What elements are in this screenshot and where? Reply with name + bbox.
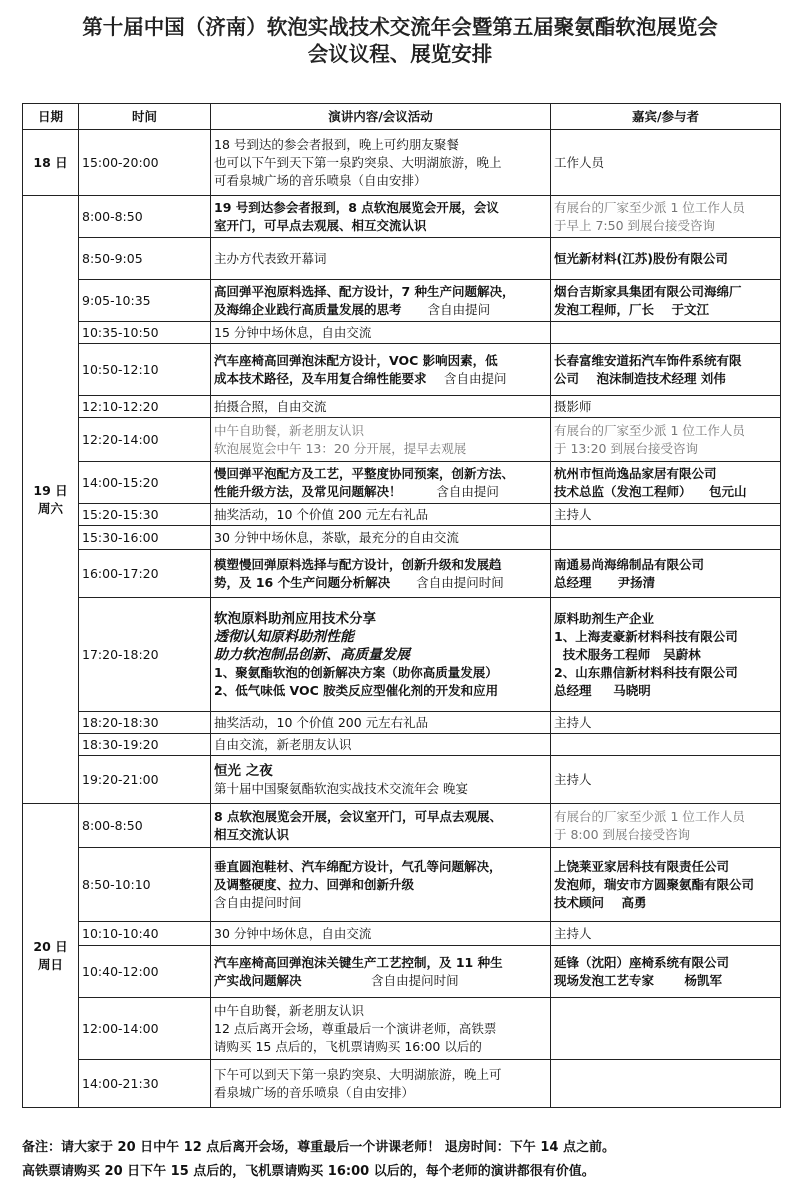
speaker-line: 于 8:00 到展台接受咨询 bbox=[554, 826, 691, 842]
activity-cell bbox=[211, 322, 551, 344]
table-row bbox=[23, 238, 781, 280]
speaker-title: 总经理 bbox=[554, 682, 592, 698]
time-cell: 10:50-12:10 bbox=[79, 344, 211, 396]
time-cell: 17:20-18:20 bbox=[79, 598, 211, 712]
activity-line: 30 分钟中场休息，自由交流 bbox=[214, 925, 372, 941]
speaker-cell bbox=[551, 1060, 781, 1108]
time-cell: 12:20-14:00 bbox=[79, 418, 211, 462]
speaker-name: 于文江 bbox=[671, 301, 709, 317]
time-cell: 8:50-10:10 bbox=[79, 848, 211, 922]
weekday-label: 周日 bbox=[37, 956, 63, 972]
speaker-name: 高勇 bbox=[621, 894, 647, 910]
speaker-name: 吴蔚林 bbox=[663, 646, 701, 662]
activity-line: 抽奖活动，10 个价值 200 元左右礼品 bbox=[214, 506, 429, 522]
time-cell: 15:30-16:00 bbox=[79, 526, 211, 550]
speaker-line: 原料助剂生产企业 bbox=[554, 610, 655, 626]
time-cell: 8:00-8:50 bbox=[79, 196, 211, 238]
activity-cell bbox=[211, 238, 551, 280]
speaker-line: 主持人 bbox=[554, 714, 592, 730]
activity-line: 室开门，可早点去观展、相互交流认识 bbox=[214, 217, 427, 233]
speaker-cell bbox=[551, 196, 781, 238]
speaker-line: 延锋（沈阳）座椅系统有限公司 bbox=[554, 954, 730, 970]
speaker-title: 技术服务工程师 bbox=[562, 646, 651, 662]
speaker-line: 1、上海麦豪新材料科技有限公司 bbox=[554, 628, 738, 644]
speaker-cell bbox=[551, 734, 781, 756]
speaker-cell bbox=[551, 130, 781, 196]
activity-line: 19 号到达参会者报到，8 点软泡展览会开展，会议 bbox=[214, 199, 499, 215]
speaker-cell bbox=[551, 922, 781, 946]
time-cell: 19:20-21:00 bbox=[79, 756, 211, 804]
activity-cell bbox=[211, 804, 551, 848]
activity-cell bbox=[211, 946, 551, 998]
activity-cell bbox=[211, 526, 551, 550]
speaker-cell bbox=[551, 322, 781, 344]
activity-line: 及海绵企业践行高质量发展的思考 bbox=[214, 301, 402, 317]
speaker-line: 于 13:20 到展台接受咨询 bbox=[554, 440, 698, 456]
table-row bbox=[23, 734, 781, 756]
speaker-cell bbox=[551, 418, 781, 462]
activity-cell bbox=[211, 848, 551, 922]
activity-line: 18 号到达的参会者报到，晚上可约朋友聚餐 bbox=[214, 136, 459, 152]
document-title bbox=[0, 14, 800, 68]
speaker-line: 有展台的厂家至少派 1 位工作人员 bbox=[554, 422, 745, 438]
speaker-cell bbox=[551, 462, 781, 504]
speaker-name: 杨凯军 bbox=[684, 972, 722, 988]
speaker-line: 公司 bbox=[554, 370, 580, 386]
activity-line: 第十届中国聚氨酯软泡实战技术交流年会 晚宴 bbox=[214, 780, 468, 796]
activity-line: 成本技术路径，及车用复合绵性能要求 bbox=[214, 370, 427, 386]
activity-cell bbox=[211, 280, 551, 322]
activity-line: 抽奖活动，10 个价值 200 元左右礼品 bbox=[214, 714, 429, 730]
table-row bbox=[23, 396, 781, 418]
table-row bbox=[23, 322, 781, 344]
activity-cell bbox=[211, 418, 551, 462]
table-row bbox=[23, 756, 781, 804]
table-row bbox=[23, 462, 781, 504]
speaker-line: 发泡师，瑞安市方圆聚氨酯有限公司 bbox=[554, 876, 755, 892]
speaker-line: 主持人 bbox=[554, 925, 592, 941]
activity-line: 势，及 16 个生产问题分析解决 bbox=[214, 574, 391, 590]
speaker-name: 尹扬清 bbox=[617, 574, 656, 590]
table-row bbox=[23, 504, 781, 526]
table-row bbox=[23, 550, 781, 598]
activity-line: 看泉城广场的音乐喷泉（自由安排） bbox=[214, 1084, 415, 1100]
qa-note: 含自由提问时间 bbox=[214, 894, 302, 910]
activity-line: 8 点软泡展览会开展，会议室开门，可早点去观展、 bbox=[214, 808, 503, 824]
weekday-label: 周六 bbox=[37, 500, 63, 516]
activity-line: 慢回弹平泡配方及工艺，平整度协同预案，创新方法、 bbox=[214, 465, 515, 481]
activity-line: 中午自助餐，新老朋友认识 bbox=[214, 422, 365, 438]
speaker-title: 总经理 bbox=[554, 574, 592, 590]
table-row bbox=[23, 998, 781, 1060]
speaker-line: 工作人员 bbox=[554, 154, 605, 170]
activity-line: 也可以下午到天下第一泉趵突泉、大明湖旅游，晚上 bbox=[214, 154, 502, 170]
activity-line: 请购买 15 点后的，飞机票请购买 16:00 以后的 bbox=[214, 1038, 482, 1054]
speaker-line: 上饶莱亚家居科技有限责任公司 bbox=[554, 858, 730, 874]
speaker-cell bbox=[551, 526, 781, 550]
note-line-2: 高铁票请购买 20 日下午 15 点后的，飞机票请购买 16:00 以后的，每个老师的演讲都很有价值。 bbox=[22, 1164, 595, 1179]
activity-line: 1、聚氨酯软泡的创新解决方案（助你高质量发展） bbox=[214, 664, 498, 680]
activity-cell bbox=[211, 396, 551, 418]
qa-note: 含自由提问时间 bbox=[416, 574, 504, 590]
time-cell: 15:00-20:00 bbox=[79, 130, 211, 196]
speaker-cell bbox=[551, 504, 781, 526]
activity-line: 软泡展览会中午 13：20 分开展，提早去观展 bbox=[214, 440, 467, 456]
activity-line: 高回弹平泡原料选择、配方设计，7 种生产问题解决， bbox=[214, 283, 515, 299]
activity-cell bbox=[211, 998, 551, 1060]
speaker-cell bbox=[551, 998, 781, 1060]
qa-note: 含自由提问 bbox=[443, 370, 507, 386]
activity-cell bbox=[211, 1060, 551, 1108]
table-row bbox=[23, 280, 781, 322]
time-cell: 14:00-15:20 bbox=[79, 462, 211, 504]
speaker-cell bbox=[551, 344, 781, 396]
qa-note: 含自由提问时间 bbox=[371, 972, 459, 988]
speaker-cell bbox=[551, 712, 781, 734]
speaker-line: 主持人 bbox=[554, 771, 592, 787]
time-cell: 15:20-15:30 bbox=[79, 504, 211, 526]
speaker-name: 包元山 bbox=[708, 483, 747, 499]
activity-line: 汽车座椅高回弹泡沫配方设计，VOC 影响因素，低 bbox=[214, 352, 498, 368]
speaker-cell bbox=[551, 280, 781, 322]
activity-line: 相互交流认识 bbox=[214, 826, 290, 842]
activity-line: 及调整硬度、拉力、回弹和创新升级 bbox=[214, 876, 415, 892]
speaker-cell bbox=[551, 598, 781, 712]
table-row bbox=[23, 848, 781, 922]
qa-note: 含自由提问 bbox=[427, 301, 491, 317]
time-cell: 8:00-8:50 bbox=[79, 804, 211, 848]
qa-note: 含自由提问 bbox=[436, 483, 499, 499]
activity-cell bbox=[211, 130, 551, 196]
activity-cell bbox=[211, 344, 551, 396]
activity-cell bbox=[211, 196, 551, 238]
activity-line: 拍摄合照，自由交流 bbox=[214, 398, 327, 414]
date-cell-20 bbox=[23, 804, 79, 1108]
time-cell: 10:10-10:40 bbox=[79, 922, 211, 946]
table-row bbox=[23, 598, 781, 712]
table-row bbox=[23, 804, 781, 848]
header-date: 日期 bbox=[23, 104, 79, 130]
speaker-cell bbox=[551, 550, 781, 598]
speaker-line: 杭州市恒尚逸品家居有限公司 bbox=[554, 465, 717, 481]
date-cell-19 bbox=[23, 196, 79, 804]
footer-notes bbox=[22, 1136, 782, 1184]
time-cell: 9:05-10:35 bbox=[79, 280, 211, 322]
date-label: 19 日 bbox=[33, 482, 68, 498]
speaker-line: 有展台的厂家至少派 1 位工作人员 bbox=[554, 199, 745, 215]
agenda-table bbox=[22, 103, 781, 1108]
date-cell-18 bbox=[23, 130, 79, 196]
activity-line: 性能升级方法，及常见问题解决！ bbox=[214, 483, 402, 499]
activity-line: 可看泉城广场的音乐喷泉（自由安排） bbox=[214, 172, 427, 188]
date-label: 20 日 bbox=[33, 938, 68, 954]
activity-line: 恒光 之夜 bbox=[214, 762, 273, 779]
speaker-cell bbox=[551, 804, 781, 848]
speaker-title: 技术总监（发泡工程师） bbox=[554, 483, 692, 499]
speaker-cell bbox=[551, 238, 781, 280]
activity-line: 垂直圆泡鞋材、汽车绵配方设计，气孔等问题解决， bbox=[214, 858, 502, 874]
activity-cell bbox=[211, 550, 551, 598]
activity-cell bbox=[211, 922, 551, 946]
time-cell: 16:00-17:20 bbox=[79, 550, 211, 598]
time-cell: 18:20-18:30 bbox=[79, 712, 211, 734]
speaker-title: 现场发泡工艺专家 bbox=[554, 972, 655, 988]
speaker-line: 于早上 7:50 到展台接受咨询 bbox=[554, 217, 716, 233]
table-row bbox=[23, 130, 781, 196]
time-cell: 8:50-9:05 bbox=[79, 238, 211, 280]
speaker-line: 泡沫制造技术经理 刘伟 bbox=[596, 370, 726, 386]
speaker-line: 主持人 bbox=[554, 506, 592, 522]
time-cell: 12:00-14:00 bbox=[79, 998, 211, 1060]
activity-line: 12 点后离开会场，尊重最后一个演讲老师，高铁票 bbox=[214, 1020, 497, 1036]
activity-line: 模塑慢回弹原料选择与配方设计，创新升级和发展趋 bbox=[214, 556, 502, 572]
speaker-line: 长春富维安道拓汽车饰件系统有限 bbox=[554, 352, 742, 368]
activity-line: 产实战问题解决 bbox=[214, 972, 302, 988]
activity-line: 汽车座椅高回弹泡沫关键生产工艺控制，及 11 种生 bbox=[214, 954, 503, 970]
speaker-title: 发泡工程师，厂长 bbox=[554, 301, 655, 317]
activity-cell bbox=[211, 504, 551, 526]
table-row bbox=[23, 922, 781, 946]
activity-cell bbox=[211, 734, 551, 756]
speaker-line: 烟台吉斯家具集团有限公司海绵厂 bbox=[554, 283, 742, 299]
header-activity: 演讲内容/会议活动 bbox=[211, 104, 551, 130]
date-label: 18 日 bbox=[33, 154, 68, 170]
speaker-line: 2、山东鼎信新材料科技有限公司 bbox=[554, 664, 738, 680]
speaker-title: 技术顾问 bbox=[554, 894, 605, 910]
table-header-row bbox=[23, 104, 781, 130]
table-row bbox=[23, 1060, 781, 1108]
table-row bbox=[23, 712, 781, 734]
speaker-line: 恒光新材料(江苏)股份有限公司 bbox=[554, 250, 728, 266]
activity-line: 2、低气味低 VOC 胺类反应型催化剂的开发和应用 bbox=[214, 682, 499, 698]
time-cell: 10:40-12:00 bbox=[79, 946, 211, 998]
slogan-line: 助力软泡制品创新、高质量发展 bbox=[214, 646, 410, 663]
time-cell: 12:10-12:20 bbox=[79, 396, 211, 418]
title-line-2: 会议议程、展览安排 bbox=[307, 42, 493, 66]
time-cell: 18:30-19:20 bbox=[79, 734, 211, 756]
activity-cell bbox=[211, 598, 551, 712]
speaker-line: 南通易尚海绵制品有限公司 bbox=[554, 556, 705, 572]
speaker-cell bbox=[551, 848, 781, 922]
activity-cell bbox=[211, 756, 551, 804]
speaker-cell bbox=[551, 946, 781, 998]
speaker-cell bbox=[551, 396, 781, 418]
activity-line: 主办方代表致开幕词 bbox=[214, 250, 327, 266]
table-row bbox=[23, 418, 781, 462]
activity-line: 30 分钟中场休息，茶歇，最充分的自由交流 bbox=[214, 529, 459, 545]
activity-line: 中午自助餐，新老朋友认识 bbox=[214, 1002, 365, 1018]
table-row bbox=[23, 526, 781, 550]
activity-line: 下午可以到天下第一泉趵突泉、大明湖旅游，晚上可 bbox=[214, 1066, 502, 1082]
header-speaker: 嘉宾/参与者 bbox=[551, 104, 781, 130]
speaker-name: 马晓明 bbox=[613, 682, 651, 698]
speaker-line: 摄影师 bbox=[554, 398, 592, 414]
speaker-cell bbox=[551, 756, 781, 804]
activity-line: 自由交流，新老朋友认识 bbox=[214, 736, 352, 752]
activity-cell bbox=[211, 462, 551, 504]
activity-cell bbox=[211, 712, 551, 734]
header-time: 时间 bbox=[79, 104, 211, 130]
time-cell: 10:35-10:50 bbox=[79, 322, 211, 344]
title-line-1: 第十届中国（济南）软泡实战技术交流年会暨第五届聚氨酯软泡展览会 bbox=[82, 15, 718, 39]
table-row bbox=[23, 946, 781, 998]
speaker-line: 有展台的厂家至少派 1 位工作人员 bbox=[554, 808, 745, 824]
table-row bbox=[23, 344, 781, 396]
time-cell: 14:00-21:30 bbox=[79, 1060, 211, 1108]
activity-line: 15 分钟中场休息，自由交流 bbox=[214, 324, 372, 340]
activity-line: 软泡原料助剂应用技术分享 bbox=[214, 610, 376, 627]
table-row bbox=[23, 196, 781, 238]
slogan-line: 透彻认知原料助剂性能 bbox=[214, 628, 354, 645]
note-line-1: 备注：请大家于 20 日中午 12 点后离开会场，尊重最后一个讲课老师！ 退房时间：下午 14 点之前。 bbox=[22, 1140, 615, 1155]
